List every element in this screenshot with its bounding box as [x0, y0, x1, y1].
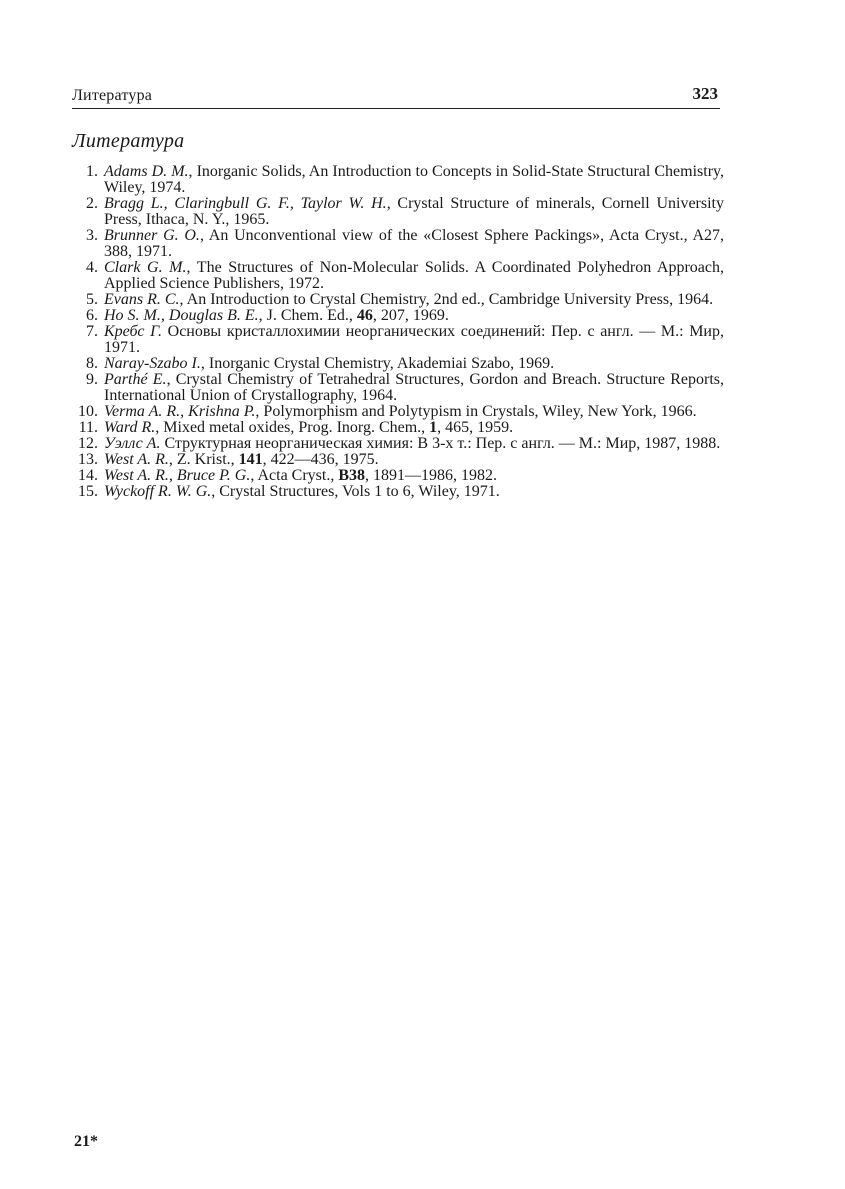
reference-text-after: , 422—436, 1975.: [262, 451, 379, 468]
reference-number: 3.: [86, 227, 98, 244]
reference-item: [72, 356, 724, 372]
reference-number: 7.: [86, 323, 98, 340]
reference-item: [72, 404, 724, 420]
reference-authors: Parthé E.: [104, 371, 167, 388]
reference-number: 2.: [86, 195, 98, 212]
section-title: Литература: [72, 130, 185, 152]
reference-number: 14.: [78, 467, 98, 484]
reference-number: 9.: [86, 371, 98, 388]
reference-authors: Bragg L., Claringbull G. F., Taylor W. H.: [104, 195, 387, 212]
reference-text-after: , 465, 1959.: [437, 419, 514, 436]
reference-authors: Verma A. R., Krishna P.: [104, 403, 256, 420]
reference-number: 6.: [86, 307, 98, 324]
reference-volume: 1: [429, 419, 438, 436]
running-title: Литература: [72, 87, 153, 104]
reference-authors: Кребс Г.: [104, 323, 162, 340]
reference-volume: 46: [356, 307, 373, 324]
reference-number: 15.: [78, 483, 98, 500]
running-head: [72, 84, 720, 109]
reference-number: 10.: [78, 403, 98, 420]
reference-text: , J. Chem. Ed.,: [258, 307, 357, 324]
reference-number: 4.: [86, 259, 98, 276]
reference-volume: 141: [238, 451, 263, 468]
reference-item: [72, 228, 724, 260]
reference-number: 1.: [86, 163, 98, 180]
reference-text: , Crystal Chemistry of Tetrahedral Structures, Gordon and Breach. Structure Reports, International Union of Crystallography, 1964.: [104, 371, 724, 404]
reference-item: [72, 484, 724, 500]
reference-authors: Ward R.: [104, 419, 156, 436]
reference-text: Основы кристаллохимии неорганических соединений: Пер. с англ. — М.: Мир, 1971.: [104, 323, 724, 356]
reference-item: [72, 436, 724, 452]
reference-authors: Wyckoff R. W. G.: [104, 483, 212, 500]
reference-item: [72, 196, 724, 228]
reference-authors: West A. R., Bruce P. G.: [104, 467, 251, 484]
reference-authors: Уэллс А.: [104, 435, 161, 452]
reference-text: , Crystal Structures, Vols 1 to 6, Wiley, 1971.: [211, 483, 500, 500]
reference-text-after: , 1891—1986, 1982.: [365, 467, 498, 484]
reference-text: , Inorganic Solids, An Introduction to Concepts in Solid-State Structural Chemistry, Wiley, 1974.: [104, 163, 725, 196]
reference-authors: Evans R. C.: [104, 291, 180, 308]
reference-text: , Polymorphism and Polytypism in Crystals, Wiley, New York, 1966.: [255, 403, 697, 420]
reference-item: [72, 260, 724, 292]
reference-authors: Brunner G. O.: [104, 227, 200, 244]
signature-mark: 21*: [74, 1133, 98, 1150]
reference-item: [72, 164, 724, 196]
reference-text: , The Structures of Non-Molecular Solids. A Coordinated Polyhedron Approach, Applied Science Publishers, 1972.: [104, 259, 725, 292]
reference-number: 12.: [78, 435, 98, 452]
reference-authors: Ho S. M., Douglas B. E.: [104, 307, 259, 324]
reference-item: [72, 468, 724, 484]
reference-text: , An Unconventional view of the «Closest Sphere Packings», Acta Cryst., A27, 388, 1971.: [104, 227, 725, 260]
reference-number: 5.: [86, 291, 98, 308]
reference-text-after: , 207, 1969.: [372, 307, 449, 324]
reference-number: 13.: [78, 451, 98, 468]
reference-number: 8.: [86, 355, 98, 372]
reference-authors: Naray-Szabo I.: [104, 355, 201, 372]
reference-authors: Adams D. M.: [104, 163, 189, 180]
reference-text: , Z. Krist.,: [168, 451, 239, 468]
reference-text: , Inorganic Crystal Chemistry, Akademiai Szabo, 1969.: [200, 355, 555, 372]
reference-volume: B38: [338, 467, 366, 484]
reference-item: [72, 420, 724, 436]
reference-authors: West A. R.: [104, 451, 169, 468]
reference-item: [72, 324, 724, 356]
reference-text: , Crystal Structure of minerals, Cornell University Press, Ithaca, N. Y., 1965.: [104, 195, 724, 228]
reference-authors: Clark G. M.: [104, 259, 187, 276]
reference-text: , Mixed metal oxides, Prog. Inorg. Chem.,: [155, 419, 430, 436]
reference-text: , An Introduction to Crystal Chemistry, 2nd ed., Cambridge University Press, 1964.: [179, 291, 714, 308]
reference-item: [72, 452, 724, 468]
reference-item: [72, 372, 724, 404]
page-number: 323: [692, 84, 718, 103]
reference-text: Структурная неорганическая химия: В 3-х т.: Пер. с англ. — М.: Мир, 1987, 1988.: [160, 435, 721, 452]
reference-text: , Acta Cryst.,: [250, 467, 339, 484]
reference-list: [72, 164, 724, 500]
reference-item: [72, 292, 724, 308]
reference-item: [72, 308, 724, 324]
reference-number: 11.: [78, 419, 98, 436]
